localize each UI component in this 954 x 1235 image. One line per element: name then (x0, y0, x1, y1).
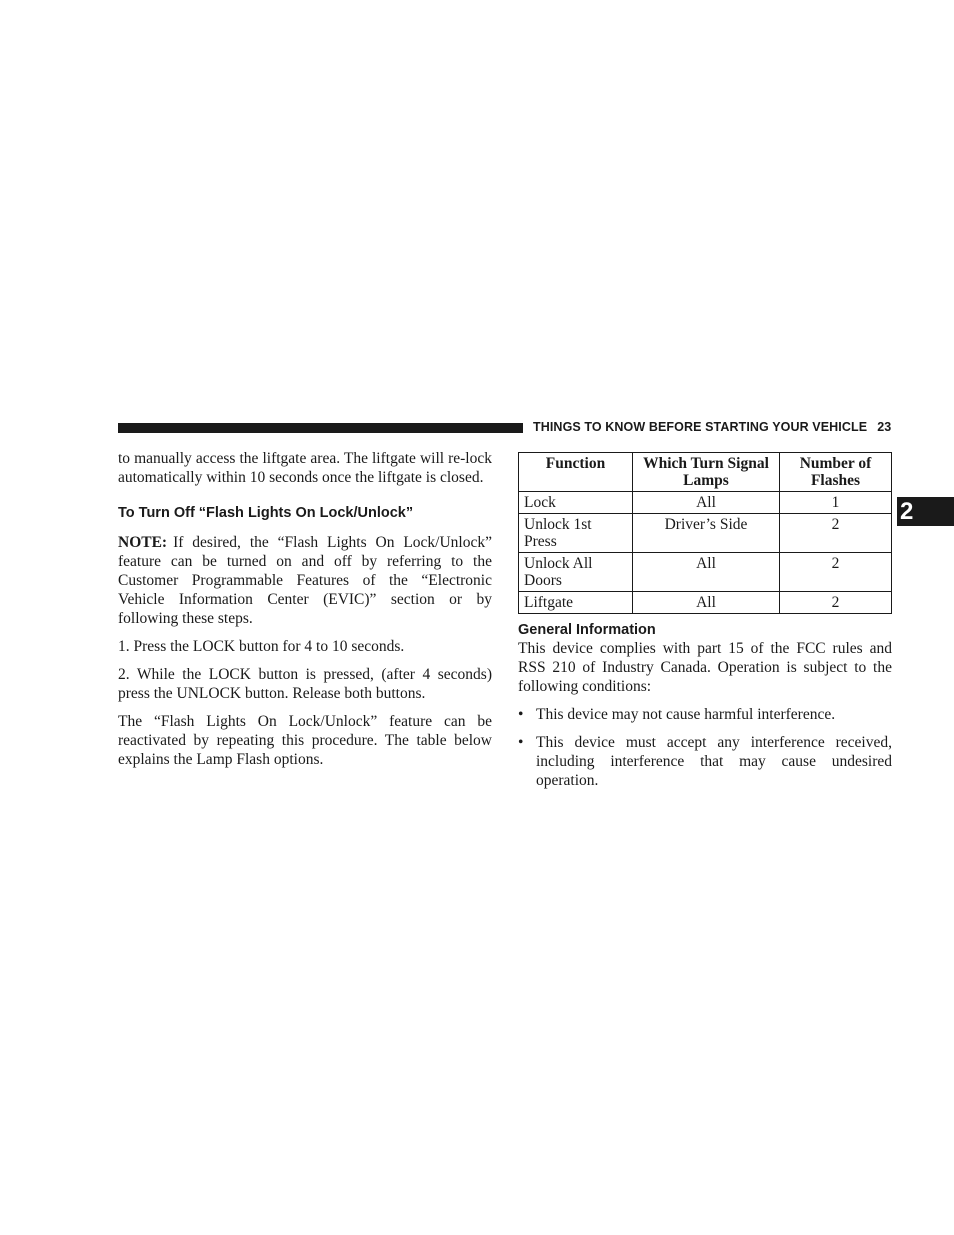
col-header-function: Function (519, 453, 633, 492)
running-header (533, 420, 893, 434)
col-header-lamps: Which Turn Signal Lamps (633, 453, 780, 492)
chapter-tab: 2 (897, 497, 954, 526)
table-cell-function: Unlock All Doors (519, 553, 633, 592)
table-cell-function: Lock (519, 492, 633, 514)
right-column (518, 452, 892, 790)
table-cell-function: Liftgate (519, 592, 633, 614)
note-text: If desired, the “Flash Lights On Lock/Unlock” feature can be turned on and off by referring to the Customer Programmable Features of the “Electronic Vehicle Information Center (EVIC)” section or by following these steps. (118, 534, 492, 627)
table-cell-lamps: Driver’s Side (633, 514, 780, 553)
list-item-text: This device must accept any interference received, including interference that may cause undesired operation. (536, 734, 892, 789)
table-cell-flashes: 2 (780, 514, 892, 553)
table-cell-flashes: 1 (780, 492, 892, 514)
list-item (518, 705, 892, 724)
table-row (519, 492, 892, 514)
table-cell-flashes: 2 (780, 592, 892, 614)
note-label: NOTE: (118, 534, 168, 551)
table-cell-lamps: All (633, 553, 780, 592)
table-cell-function: Unlock 1st Press (519, 514, 633, 553)
table-row (519, 592, 892, 614)
fcc-paragraph: This device complies with part 15 of the FCC rules and RSS 210 of Industry Canada. Operation is subject to the following conditions: (518, 640, 892, 695)
step-1: 1. Press the LOCK button for 4 to 10 seconds. (118, 638, 405, 655)
step-2: 2. While the LOCK button is pressed, (after 4 seconds) press the UNLOCK button. Release both buttons. (118, 666, 492, 702)
page-number: 23 (877, 420, 892, 434)
bullet-icon: • (518, 734, 524, 751)
header-rule (118, 423, 523, 433)
col-header-flashes: Number of Flashes (780, 453, 892, 492)
bullet-icon: • (518, 706, 524, 723)
lamp-flash-table (518, 452, 892, 614)
section-heading-flash-lights: To Turn Off “Flash Lights On Lock/Unlock” (118, 505, 414, 521)
table-cell-lamps: All (633, 592, 780, 614)
table-row (519, 514, 892, 553)
header-title: THINGS TO KNOW BEFORE STARTING YOUR VEHICLE (533, 420, 868, 434)
closing-paragraph: The “Flash Lights On Lock/Unlock” feature can be reactivated by repeating this procedure. The table below explains the Lamp Flash options. (118, 713, 492, 768)
list-item-text: This device may not cause harmful interference. (536, 706, 836, 723)
table-cell-flashes: 2 (780, 553, 892, 592)
left-column (118, 449, 492, 769)
table-header-row (519, 453, 892, 492)
conditions-list (518, 705, 892, 790)
table-cell-lamps: All (633, 492, 780, 514)
table-row (519, 553, 892, 592)
note-paragraph (118, 533, 492, 628)
list-item (518, 733, 892, 790)
intro-paragraph: to manually access the liftgate area. The liftgate will re-lock automatically within 10 seconds once the liftgate is closed. (118, 450, 492, 486)
section-heading-general-information: General Information (518, 622, 656, 638)
